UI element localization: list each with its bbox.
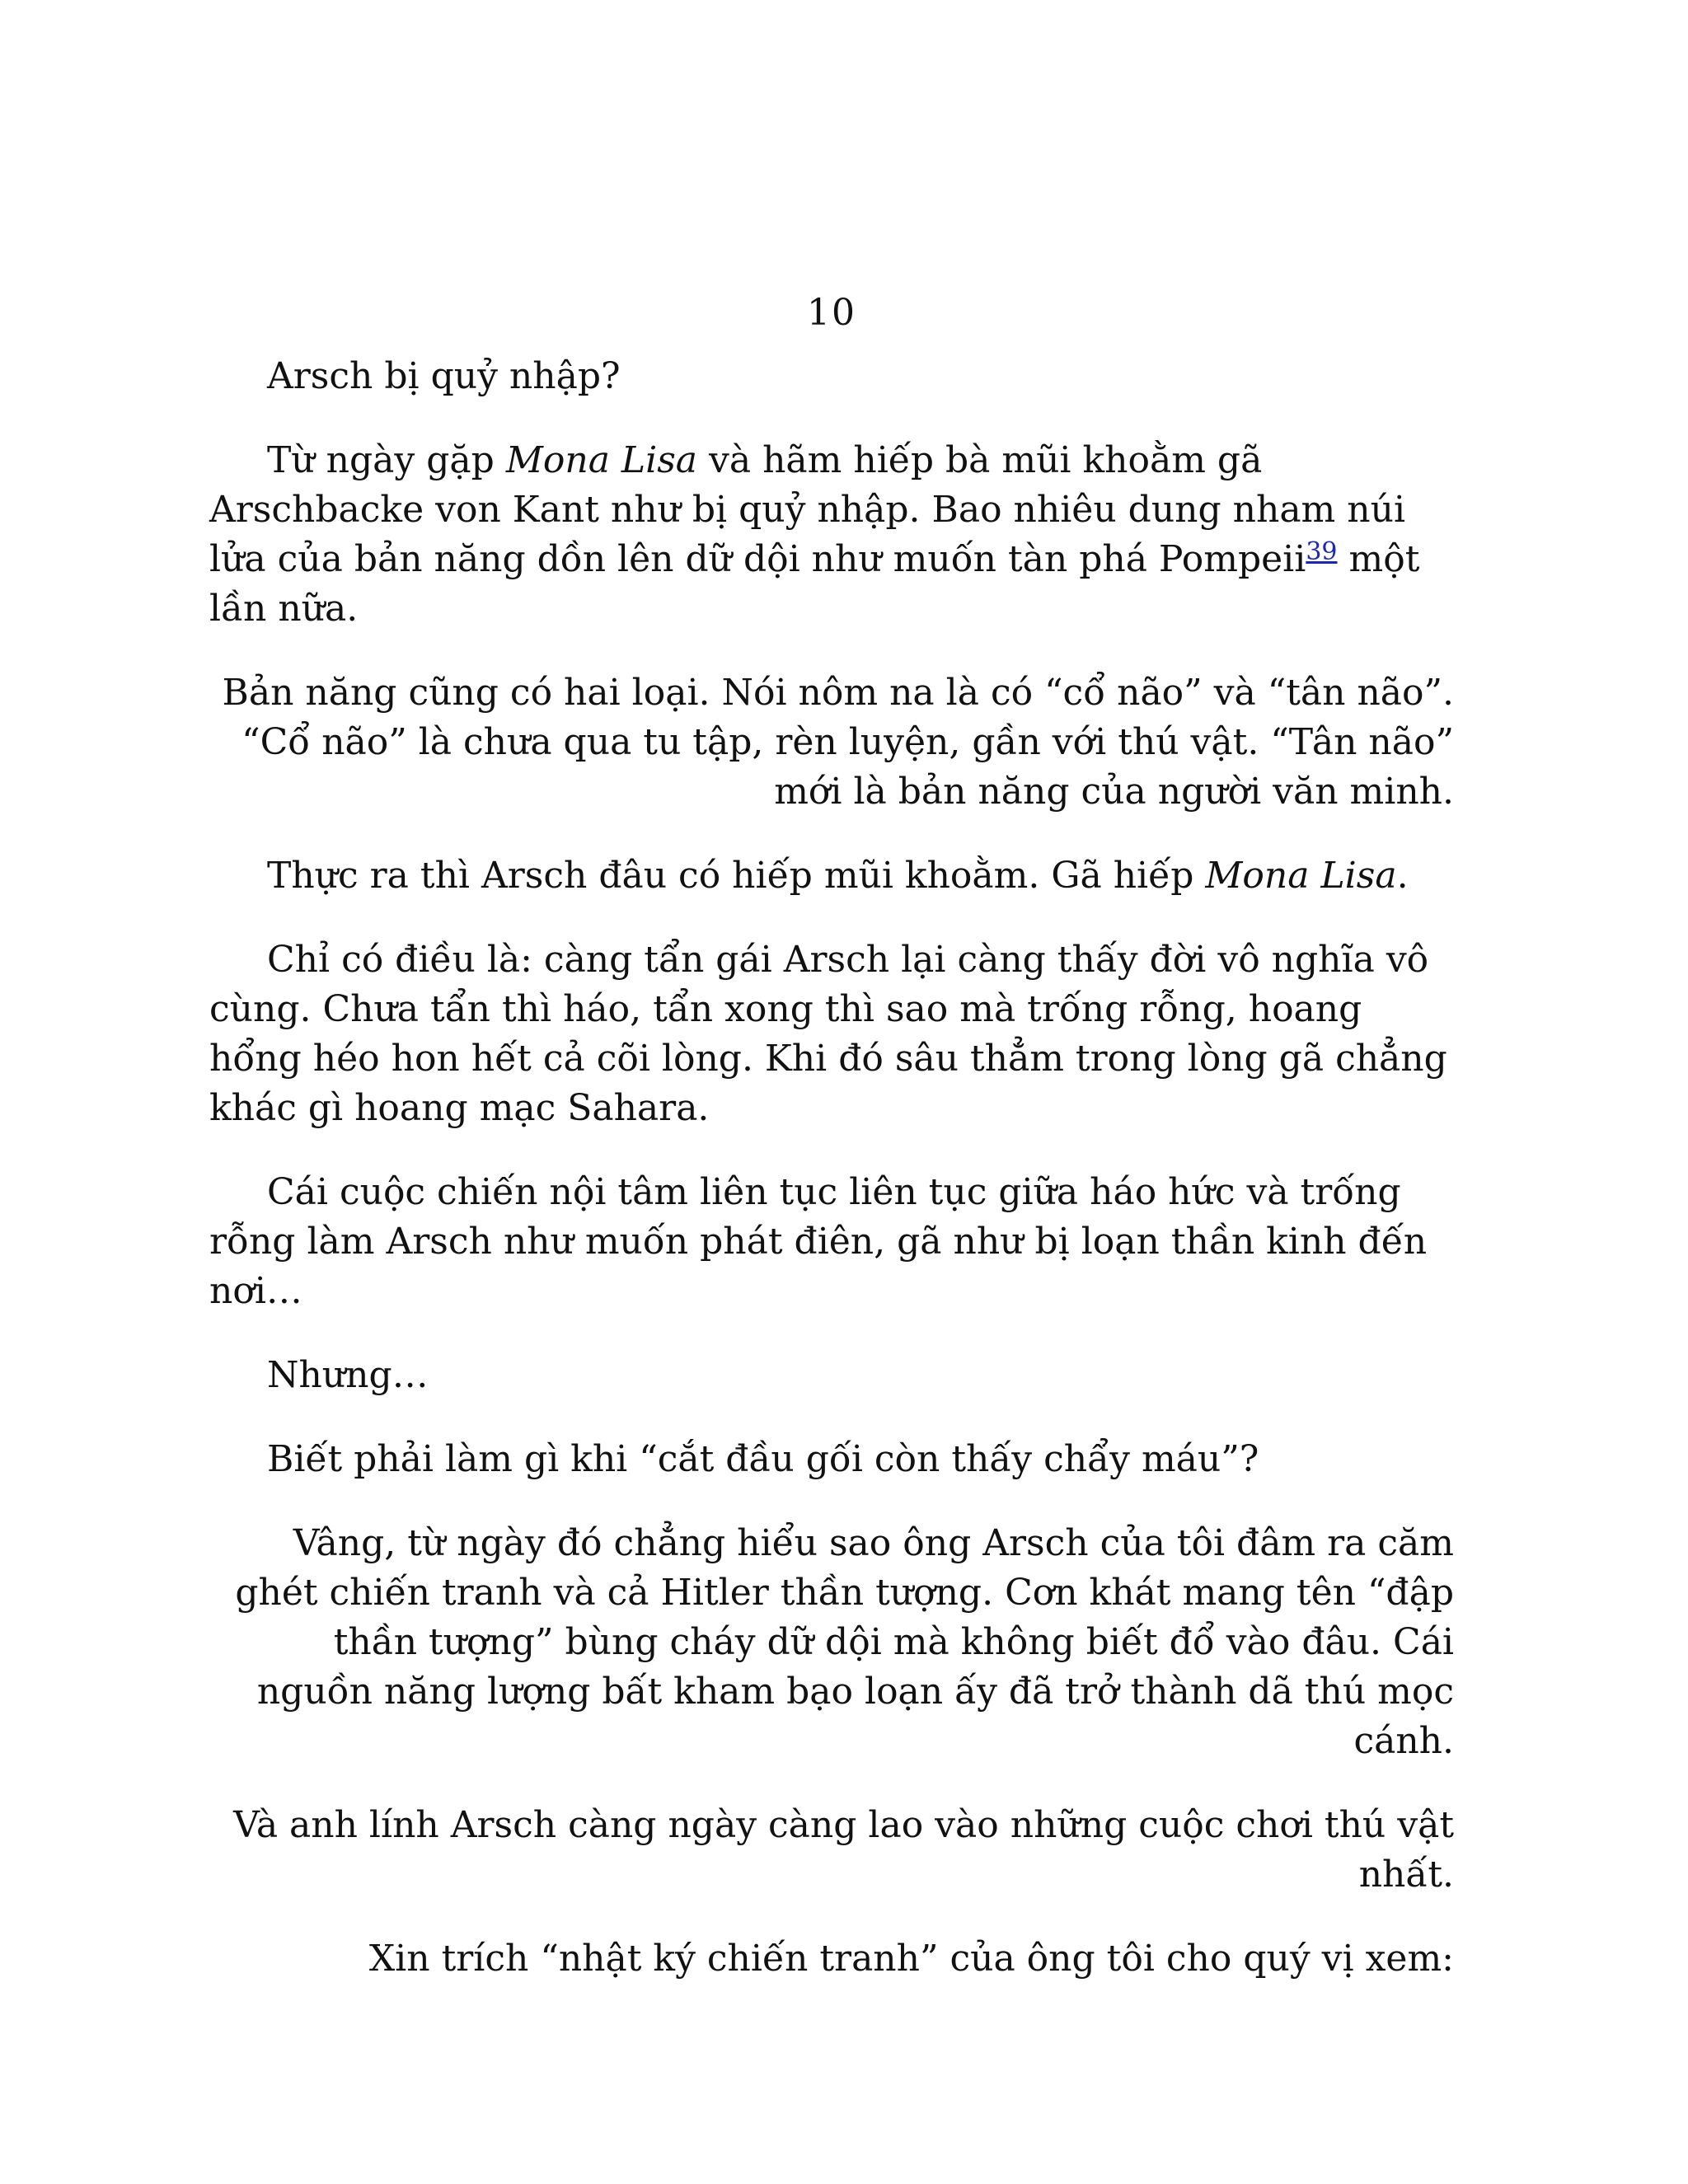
paragraph-10: Và anh lính Arsch càng ngày càng lao vào những cuộc chơi thú vật nhất. [233, 1804, 1454, 1896]
paragraph-5: Chỉ có điều là: càng tẩn gái Arsch lại càng thấy đời vô nghĩa vô cùng. Chưa tẩn thì háo, tẩn xong thì sao mà trống rỗng, hoang hổng héo hon hết cả cõi lòng. Khi đó sâu thẳm trong lòng gã chẳng khác gì hoang mạc Sahara. [209, 939, 1447, 1129]
paragraph-3: Bản năng cũng có hai loại. Nói nôm na là có “cổ não” và “tân não”. “Cổ não” là chưa qua tu tập, rèn luyện, gần với thú vật. “Tân não” mới là bản năng của người văn minh. [222, 672, 1454, 813]
paragraph-2-italic-title: Mona Lisa [505, 439, 698, 481]
paragraph-6: Cái cuộc chiến nội tâm liên tục liên tục giữa háo hức và trống rỗng làm Arsch như muốn phát điên, gã như bị loạn thần kinh đến nơi… [209, 1171, 1428, 1312]
paragraph-2-text-b: và hãm hiếp bà mũi khoằm gã Arschbacke von Kant như bị quỷ nhập. Bao nhiêu dung nham núi lửa của bản năng dồn lên dữ dội như muốn tàn phá Pompeii [209, 439, 1406, 580]
paragraph-4-text-b: . [1396, 855, 1409, 897]
paragraph-2-text-c: một lần nữa. [209, 538, 1420, 630]
page-content [209, 293, 1454, 1984]
chapter-number: 10 [807, 292, 856, 334]
paragraph-4-italic-title: Mona Lisa [1205, 855, 1397, 897]
paragraph-4 [209, 851, 1454, 901]
paragraph-7: Nhưng… [267, 1354, 429, 1396]
paragraph-8: Biết phải làm gì khi “cắt đầu gối còn thấy chẩy máu”? [267, 1438, 1259, 1480]
footnote-link-39[interactable]: 39 [1306, 537, 1338, 566]
paragraph-1: Arsch bị quỷ nhập? [267, 355, 621, 397]
paragraph-11: Xin trích “nhật ký chiến tranh” của ông tôi cho quý vị xem: [368, 1938, 1454, 1980]
paragraph-9: Vâng, từ ngày đó chẳng hiểu sao ông Arsch của tôi đâm ra căm ghét chiến tranh và cả Hitler thần tượng. Cơn khát mang tên “đập thần tượng” bùng cháy dữ dội mà không biết đổ vào đâu. Cái nguồn năng lượng bất kham bạo loạn ấy đã trở thành dã thú mọc cánh. [235, 1522, 1454, 1762]
paragraph-2 [209, 436, 1454, 634]
paragraph-2-text-a: Từ ngày gặp [267, 439, 506, 481]
paragraph-4-text-a: Thực ra thì Arsch đâu có hiếp mũi khoằm. Gã hiếp [267, 855, 1206, 897]
